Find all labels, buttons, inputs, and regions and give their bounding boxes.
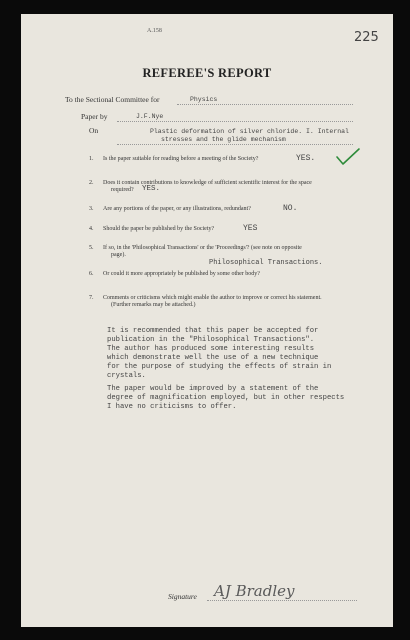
- committee-line: [177, 104, 353, 105]
- question-text: Are any portions of the paper, or any illustrations, redundant?: [103, 206, 251, 212]
- comment-line: degree of magnification employed, but in other respects: [107, 394, 345, 402]
- question-text-cont: (Further remarks may be attached.): [111, 302, 196, 308]
- question-text: Comments or criticisms which might enable the author to improve or correct his statement.: [103, 295, 322, 301]
- comment-line: for the purpose of studying the effects of strain in: [107, 363, 332, 371]
- question-number: 5.: [89, 245, 94, 251]
- on-value-line1: Plastic deformation of silver chloride. I. Internal: [150, 128, 349, 135]
- question-number: 1.: [89, 156, 94, 162]
- committee-value: Physics: [190, 96, 218, 103]
- on-value-line2: stresses and the glide mechanism: [161, 136, 286, 143]
- comment-line: The paper would be improved by a statement of the: [107, 385, 319, 393]
- page-number: 225: [354, 30, 379, 45]
- signature-value: AJ Bradley: [214, 582, 295, 600]
- comments-paragraph-1: [107, 327, 331, 381]
- report-sheet: [21, 14, 393, 627]
- comment-line: I have no criticisms to offer.: [107, 403, 237, 411]
- reference-code: A.158: [147, 28, 162, 34]
- on-label: On: [89, 126, 99, 135]
- checkmark-icon: [335, 147, 361, 167]
- answer-value: YES.: [142, 185, 161, 193]
- on-line: [117, 144, 353, 145]
- answer-value: YES: [243, 224, 258, 233]
- paper-by-value: J.F.Nye: [136, 113, 164, 120]
- question-text-cont: required?: [111, 187, 134, 193]
- question-number: 2.: [89, 180, 94, 186]
- question-text: Should the paper be published by the Society?: [103, 226, 215, 232]
- question-number: 6.: [89, 271, 94, 277]
- signature-line: [207, 600, 357, 601]
- answer-value: YES.: [296, 154, 316, 163]
- comment-line: crystals.: [107, 372, 146, 380]
- paper-by-line: [117, 121, 353, 122]
- question-text: Is the paper suitable for reading before a meeting of the Society?: [103, 156, 259, 162]
- signature-label: Signature: [168, 592, 197, 601]
- question-number: 7.: [89, 295, 94, 301]
- paper-by-label: Paper by: [81, 112, 108, 121]
- comments-paragraph-2: [107, 385, 344, 412]
- question-text: Or could it more appropriately be published by some other body?: [103, 271, 260, 277]
- committee-label: To the Sectional Committee for: [65, 95, 160, 104]
- question-number: 3.: [89, 206, 94, 212]
- question-text: Does it contain contributions to knowledge of sufficient scientific interest for the space: [103, 180, 312, 186]
- question-number: 4.: [89, 226, 94, 232]
- question-text-cont: page).: [111, 252, 126, 258]
- comment-line: The author has produced some interesting results: [107, 345, 315, 353]
- answer-value: Philosophical Transactions.: [209, 259, 323, 267]
- comment-line: It is recommended that this paper be accepted for: [107, 327, 319, 335]
- comment-line: publication in the "Philosophical Transactions".: [107, 336, 315, 344]
- page-title: REFEREE'S REPORT: [142, 66, 272, 80]
- answer-value: NO.: [283, 204, 298, 213]
- comment-line: which demonstrate well the use of a new technique: [107, 354, 319, 362]
- question-text: If so, in the 'Philosophical Transactions' or the 'Proceedings'? (see note on opposite: [103, 245, 302, 251]
